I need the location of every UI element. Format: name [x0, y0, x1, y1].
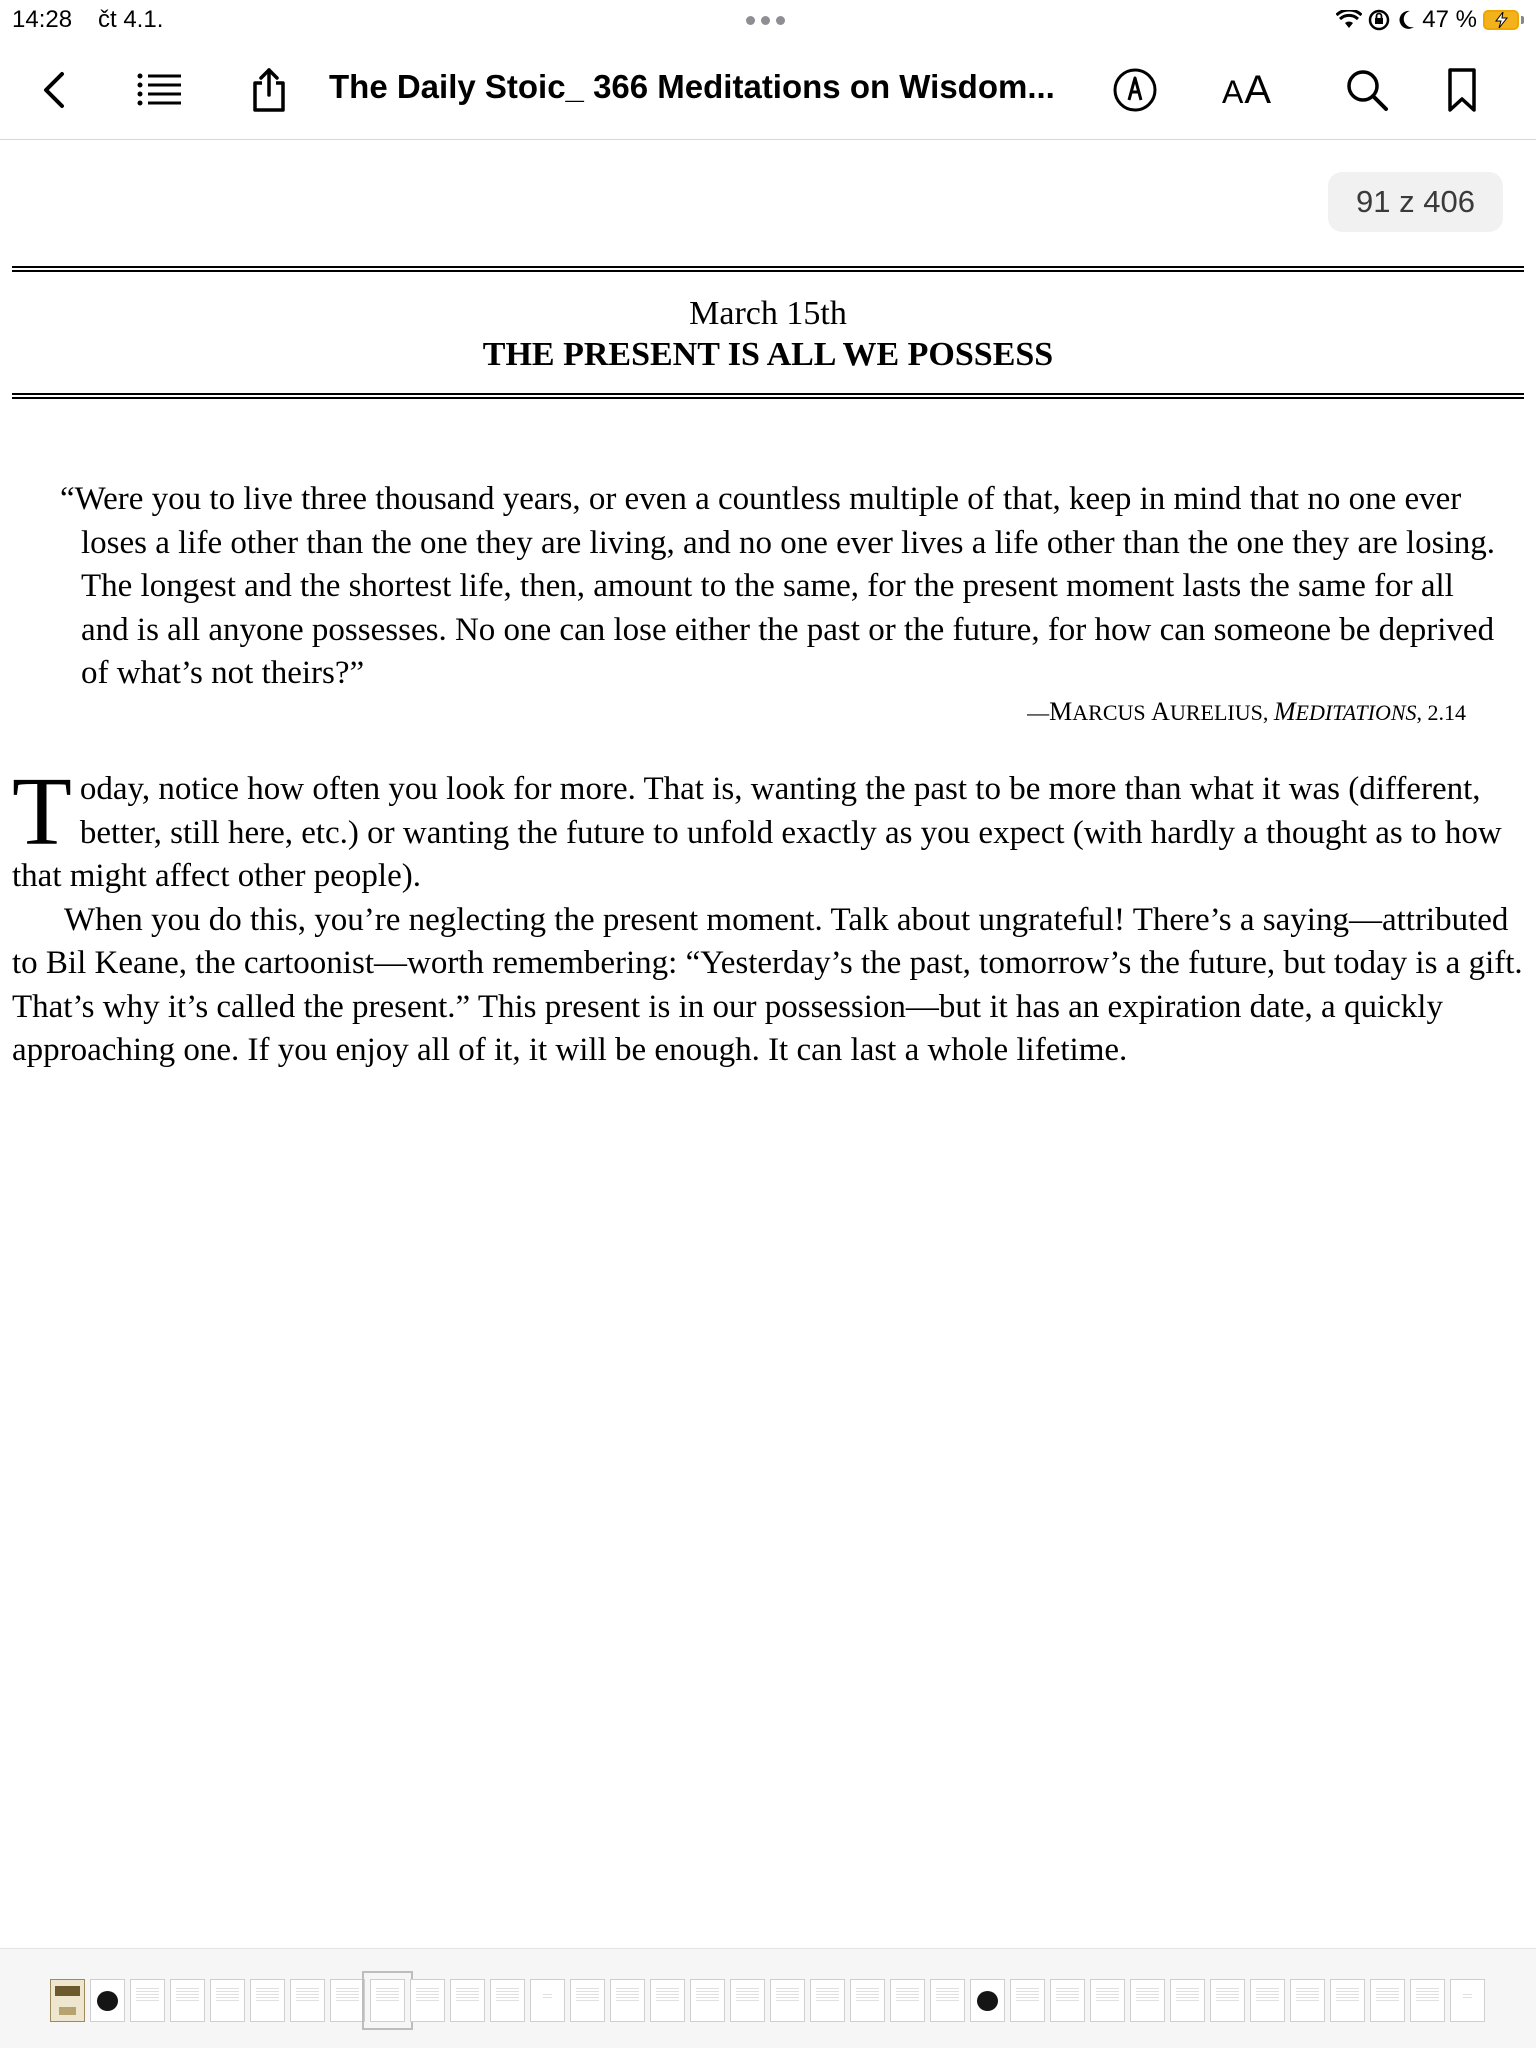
wifi-icon: [1336, 10, 1362, 30]
thumbnail-page[interactable]: [650, 1979, 685, 2022]
share-button[interactable]: [239, 60, 299, 120]
battery-cap: [1521, 16, 1524, 24]
thumbnail-page[interactable]: [330, 1979, 365, 2022]
thumbnail-page[interactable]: [1010, 1979, 1045, 2022]
quote-attribution: —MARCUS AURELIUS, MEDITATIONS, 2.14: [1027, 697, 1466, 726]
thumbnail-cover[interactable]: [50, 1979, 85, 2022]
status-date: čt 4.1.: [98, 6, 164, 33]
table-of-contents-icon: [135, 72, 183, 108]
thumbnail-page[interactable]: [970, 1979, 1005, 2022]
status-time: 14:28: [12, 6, 73, 33]
thumbnail-page[interactable]: [130, 1979, 165, 2022]
bookmark-button[interactable]: [1432, 60, 1492, 120]
thumbnail-page[interactable]: [890, 1979, 925, 2022]
search-icon: [1345, 68, 1389, 112]
thumbnail-page[interactable]: [1170, 1979, 1205, 2022]
markup-icon: [1112, 67, 1158, 113]
page-thumbnail-strip[interactable]: [0, 1948, 1536, 2048]
thumbnail-page[interactable]: [410, 1979, 445, 2022]
thumbnail-page[interactable]: [610, 1979, 645, 2022]
thumbnail-page[interactable]: [210, 1979, 245, 2022]
battery-charging-icon: [1483, 10, 1519, 30]
battery-percentage: 47 %: [1422, 6, 1477, 33]
thumbnail-page[interactable]: [250, 1979, 285, 2022]
thumbnail-page[interactable]: [930, 1979, 965, 2022]
search-button[interactable]: [1337, 60, 1397, 120]
status-indicators: [1336, 6, 1524, 34]
thumbnail-page[interactable]: [1370, 1979, 1405, 2022]
thumbnail-page[interactable]: [530, 1979, 565, 2022]
body-paragraph-1: Today, notice how often you look for more. That is, wanting the past to be more than what it was (different, better, still here, etc.) or wanting the future to unfold exactly as you expect (with hardly a thought as to how that might affect other people).: [12, 758, 1502, 894]
thumbnail-page[interactable]: [570, 1979, 605, 2022]
thumbnail-page[interactable]: [1130, 1979, 1165, 2022]
thumbnail-page[interactable]: [1050, 1979, 1085, 2022]
table-of-contents-button[interactable]: [129, 60, 189, 120]
thumbnail-list: [50, 1979, 1485, 2022]
thumbnail-page[interactable]: [1330, 1979, 1365, 2022]
thumbnail-page[interactable]: [1250, 1979, 1285, 2022]
thumbnail-page[interactable]: [1450, 1979, 1485, 2022]
thumbnail-page[interactable]: [850, 1979, 885, 2022]
thumbnail-page[interactable]: [810, 1979, 845, 2022]
bottom-double-rule: [12, 393, 1524, 399]
drop-cap: T: [12, 758, 72, 866]
body-paragraph-2: When you do this, you’re neglecting the present moment. Talk about ungrateful! There’s a saying—attributed to Bil Keane, the cartoonist—worth remembering: “Yesterday’s the past, tomorrow’s the future, but today is a gift. That’s why it’s called the present.” This present is in our possession—but it has an expiration date, a quickly approaching one. If you enjoy all of it, it will be enough. It can last a whole lifetime.: [12, 901, 1523, 1068]
orientation-lock-icon: [1368, 9, 1390, 31]
share-icon: [249, 67, 289, 113]
text-size-small-a: A: [1222, 74, 1245, 110]
meditation-body: [12, 758, 1524, 1073]
chapter-title: THE PRESENT IS ALL WE POSSESS: [482, 336, 1054, 373]
date-heading: March 15th: [689, 295, 847, 332]
markup-button[interactable]: [1105, 60, 1165, 120]
multitasking-dots-icon[interactable]: [746, 16, 785, 25]
thumbnail-current-page[interactable]: [370, 1979, 405, 2022]
thumbnail-page[interactable]: [490, 1979, 525, 2022]
thumbnail-page[interactable]: [730, 1979, 765, 2022]
text-size-large-a: A: [1244, 68, 1273, 112]
thumbnail-page[interactable]: [1410, 1979, 1445, 2022]
do-not-disturb-moon-icon: [1396, 9, 1416, 31]
status-bar: [0, 0, 1536, 40]
thumbnail-page[interactable]: [290, 1979, 325, 2022]
back-icon: [40, 70, 68, 110]
page-counter: 91 z 406: [1328, 172, 1503, 232]
back-button[interactable]: [24, 60, 84, 120]
bookmark-icon: [1446, 67, 1478, 113]
epigraph-quote: “Were you to live three thousand years, or even a countless multiple of that, keep in mind that no one ever loses a life other than the one they are living, and no one ever lives a life other than the one they are losing. The longest and the shortest life, then, amount to the same, for the present moment lasts the same for all and is all anyone possesses. No one can lose either the past or the future, for how can someone be deprived of what’s not theirs?”: [60, 481, 1495, 691]
thumbnail-page[interactable]: [90, 1979, 125, 2022]
thumbnail-page[interactable]: [1090, 1979, 1125, 2022]
book-title: The Daily Stoic_ 366 Meditations on Wisdom...: [329, 68, 1055, 105]
thumbnail-page[interactable]: [1210, 1979, 1245, 2022]
reader-toolbar: [0, 40, 1536, 140]
thumbnail-page[interactable]: [1290, 1979, 1325, 2022]
thumbnail-page[interactable]: [690, 1979, 725, 2022]
top-double-rule: [12, 266, 1524, 272]
thumbnail-page[interactable]: [770, 1979, 805, 2022]
text-size-button[interactable]: [1222, 68, 1272, 113]
thumbnail-page[interactable]: [450, 1979, 485, 2022]
thumbnail-page[interactable]: [170, 1979, 205, 2022]
